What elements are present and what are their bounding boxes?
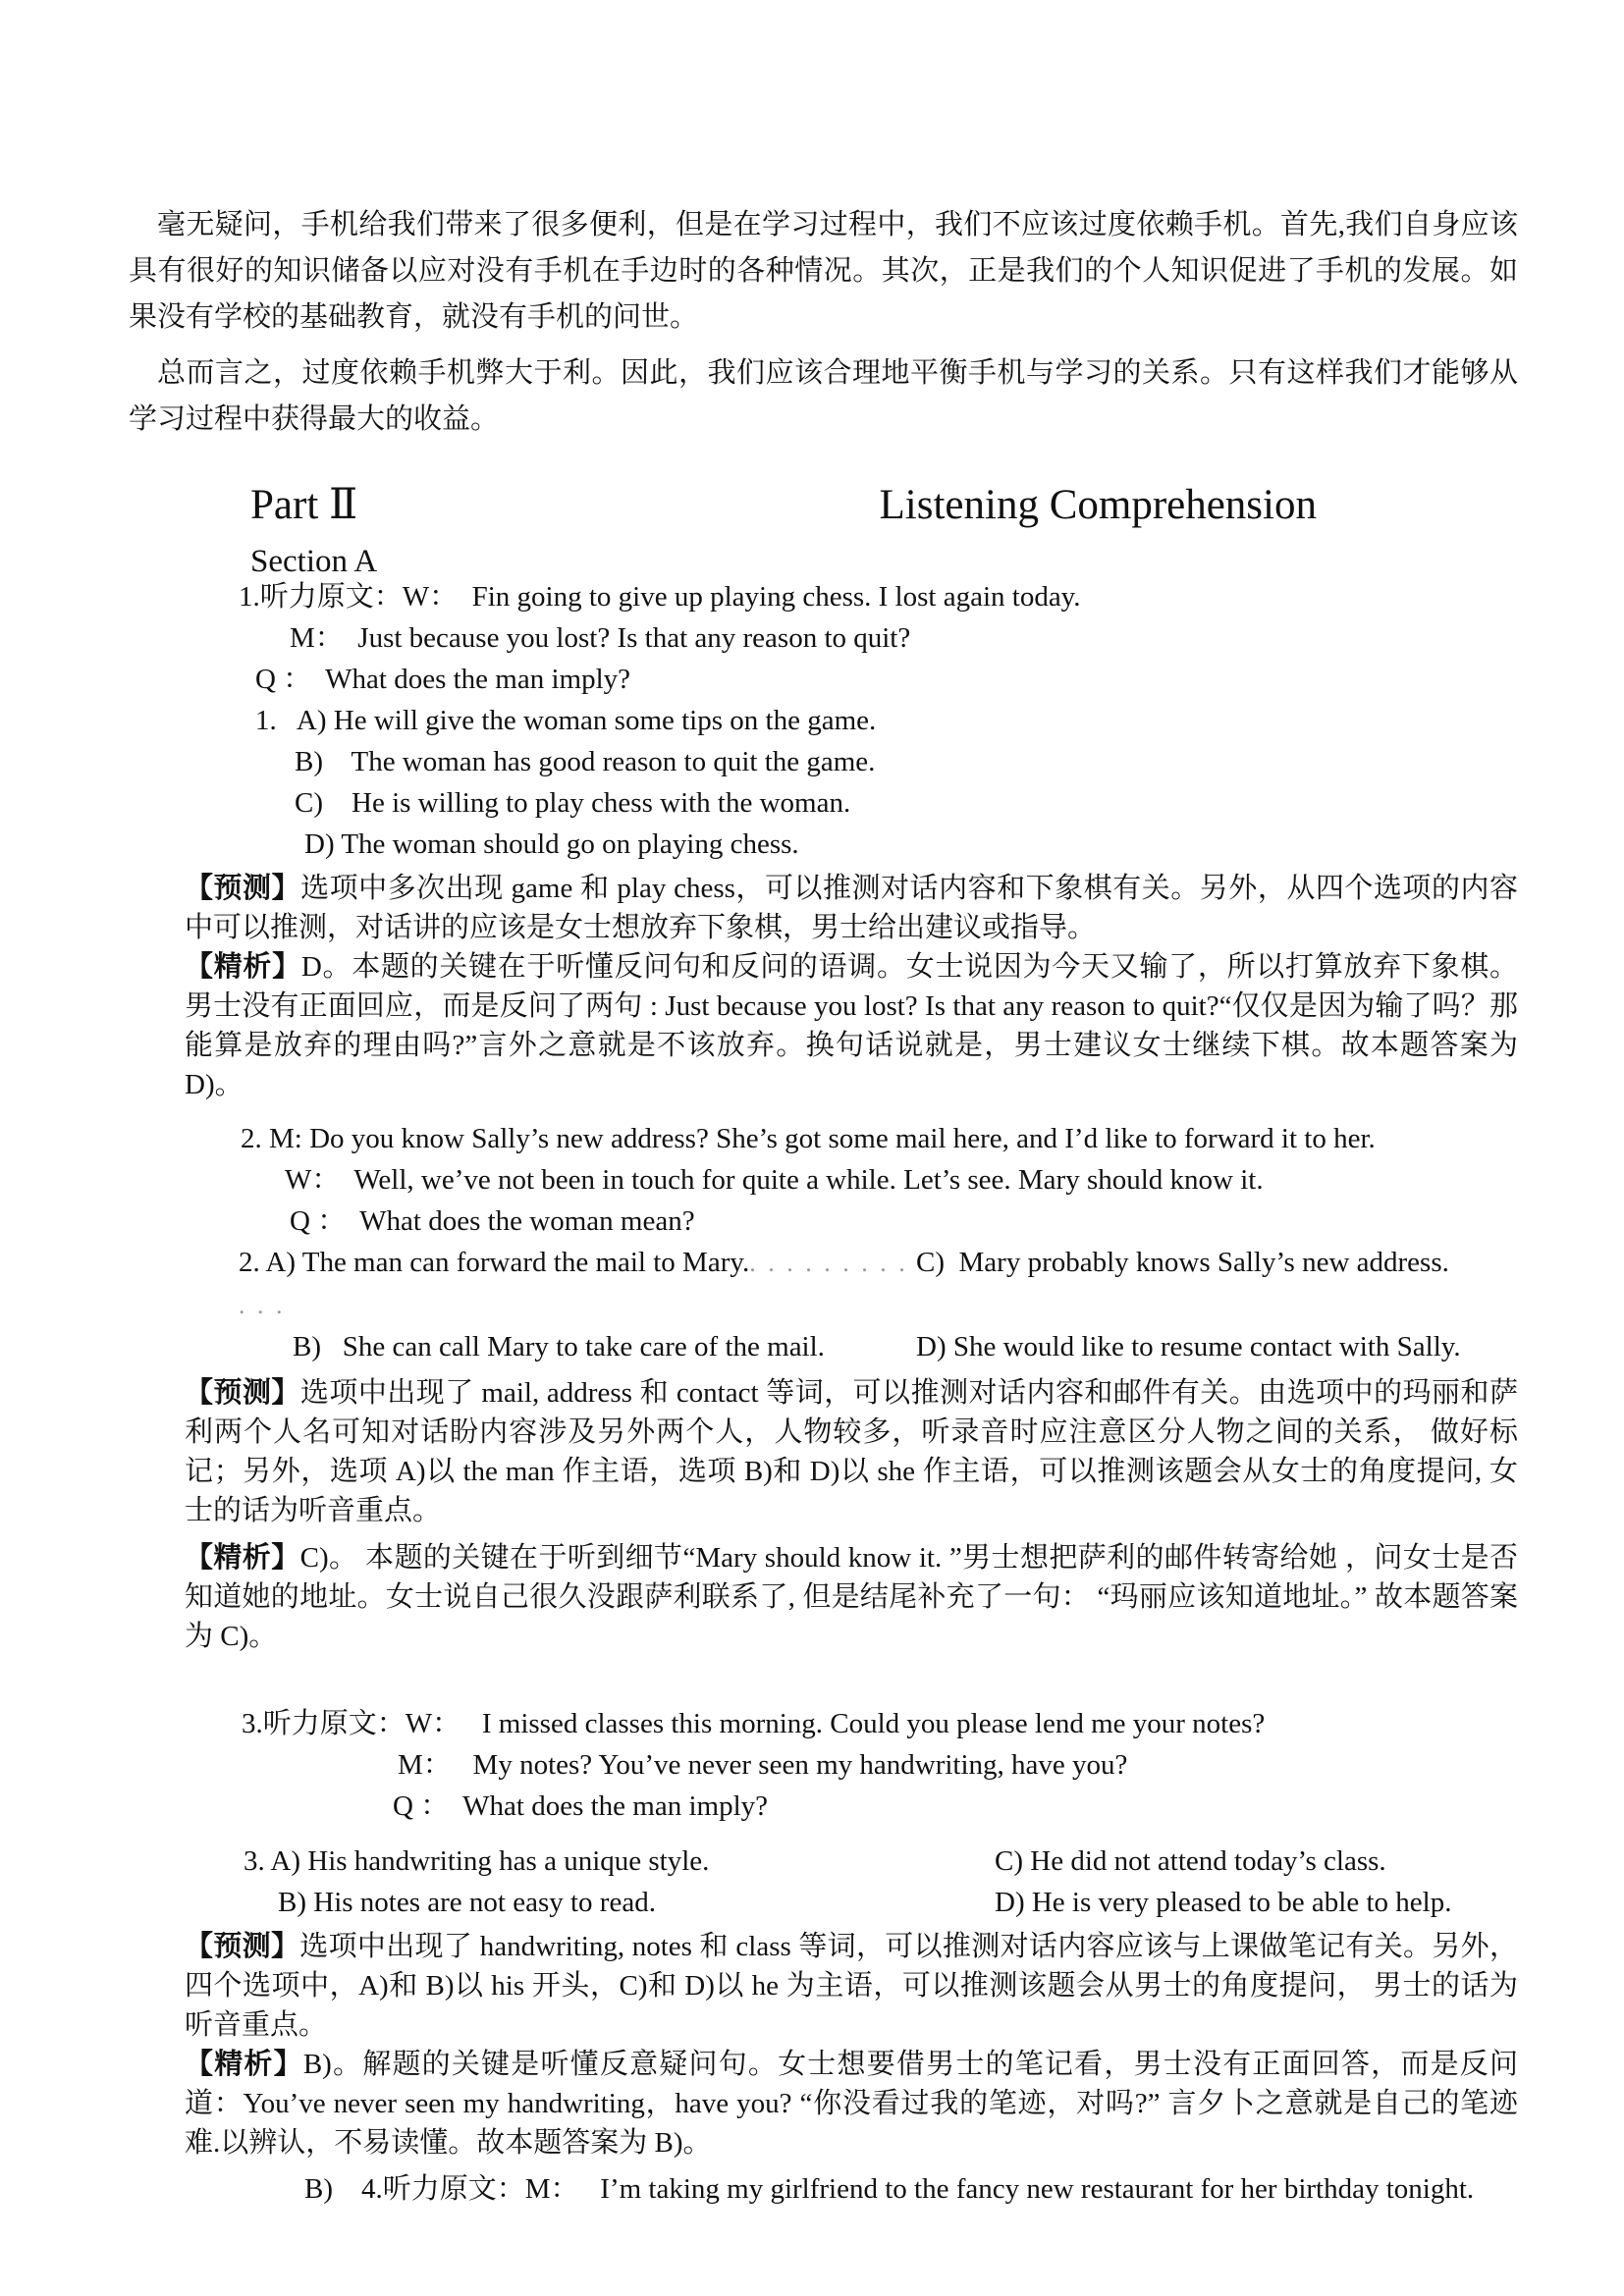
q2-option-a: 2. A) The man can forward the mail to Mary. [239, 1247, 750, 1278]
q1-prediction-text: 选项中多次出现 game 和 play chess，可以推测对话内容和下象棋有关。另外，从四个选项的内容中可以推测，对话讲的应该是女士想放弃下象棋，男士给出建议或指导。 [185, 873, 1518, 943]
q2-transcript-m: 2. M: Do you know Sally’s new address? She’s got some mail here, and I’d like to forward it to her. [241, 1123, 1376, 1154]
q3-analysis-paragraph [185, 2045, 1518, 2163]
q3-analysis-text: B)。解题的关键是听懂反意疑问句。女士想要借男士的笔记看，男士没有正面回答，而是反问道：You’ve never seen my handwriting，have you? “你没看过我的笔迹，对吗?” 言夕卜之意就是自己的笔迹难.以辨认，不易读懂。故本题答案为 B)。 [185, 2049, 1518, 2159]
q3-option-row-bd [244, 1882, 1518, 1923]
q3-prediction-paragraph [185, 1927, 1518, 2045]
q3-option-row-ac [244, 1841, 1518, 1882]
q3-option-d: D) He is very pleased to be able to help. [995, 1887, 1452, 1918]
q3-question-line: Q ： What does the man imply? [393, 1790, 769, 1822]
q2-option-row-ac [239, 1242, 1518, 1326]
intro-paragraph-2: 总而言之，过度依赖手机弊大于利。因此，我们应该合理地平衡手机与学习的关系。只有这样我们才能够从学习过程中获得最大的收益。 [129, 357, 1518, 435]
q3-option-c: C) He did not attend today’s class. [995, 1845, 1386, 1877]
q3-option-b: B) His notes are not easy to read. [278, 1887, 656, 1918]
q1-analysis-paragraph [185, 947, 1518, 1104]
q1-option-b: B) The woman has good reason to quit the game. [295, 746, 876, 777]
prediction-label: 【预测】 [185, 1931, 300, 1962]
part-title: Listening Comprehension [879, 482, 1317, 528]
q2-analysis-text: C)。 本题的关键在于听到细节“Mary should know it. ”男士想把萨利的邮件转寄给她 ，问女士是否知道她的地址。女士说自己很久没跟萨利联系了, 但是结尾补充了一句： “玛丽应该知道地址。” 故本题答案为 C)。 [185, 1542, 1518, 1652]
q1-option-d: D) The woman should go on playing chess. [304, 828, 799, 860]
q2-prediction-text: 选项中出现了 mail, address 和 contact 等词，可以推测对话内容和邮件有关。由选项中的玛丽和萨利两个人名可知对话盼内容涉及另外两个人，人物较多，听录音时应注意区分人物之间的关系， 做好标记；另外，选项 A)以 the man 作主语，选项 B)和 D)以 she 作主语，可以推测该题会从女士的角度提问, 女士的话为听音重点。 [185, 1377, 1518, 1526]
q2-option-row-bd [239, 1326, 1518, 1367]
q1-analysis-text: D。本题的关键在于听懂反问句和反问的语调。女士说因为今天又输了，所以打算放弃下象棋。 男士没有正面回应，而是反问了两句 : Just because you lost? Is that any reason to quit?“仅仅是因为输了吗？那能算是放弃的理由吗?”言外之意就是不该放弃。换句话说就是，男士建议女士继续下棋。故本题答案为 D)。 [185, 951, 1518, 1100]
prediction-label: 【预测】 [185, 1377, 300, 1409]
q2-option-c: C) Mary probably knows Sally’s new address. [916, 1247, 1449, 1278]
q1-option-a: 1. A) He will give the woman some tips on the game. [255, 705, 877, 736]
q3-prediction-text: 选项中出现了 handwriting, notes 和 class 等词，可以推测对话内容应该与上课做笔记有关。另外，四个选项中，A)和 B)以 his 开头，C)和 D)以 he 为主语，可以推测该题会从男士的角度提问， 男士的话为听音重点。 [185, 1931, 1518, 2041]
question-block-3 [185, 1703, 1518, 2163]
analysis-label: 【精析】 [185, 1542, 300, 1574]
intro-paragraph-1: 毫无疑问，手机给我们带来了很多便利，但是在学习过程中，我们不应该过度依赖手机。首先,我们自身应该具有很好的知识储备以应对没有手机在手边时的各种情况。其次，正是我们的个人知识促进了手机的发展。如果没有学校的基础教育，就没有手机的问世。 [129, 209, 1518, 333]
q2-prediction-paragraph [185, 1373, 1518, 1530]
q1-question-line: Q ： What does the man imply? [255, 664, 631, 695]
q1-transcript-w: 1.听力原文：W： Fin going to give up playing chess. I lost again today. [239, 581, 1081, 613]
question-block-1 [185, 576, 1518, 1104]
q1-prediction-paragraph [185, 869, 1518, 947]
q2-option-b: B) She can call Mary to take care of the mail. [293, 1331, 825, 1362]
listening-section-body [185, 576, 1518, 2210]
leader-dots: . . . . . . . . . . . . [239, 1249, 918, 1319]
q1-option-c: C) He is willing to play chess with the woman. [295, 787, 851, 819]
q4-transcript-line: B) 4.听力原文：M： I’m taking my girlfriend to the fancy new restaurant for her birthday tonight. [304, 2173, 1475, 2205]
prediction-label: 【预测】 [185, 873, 301, 904]
q2-question-line: Q ： What does the woman mean? [290, 1205, 695, 1237]
q3-option-a: 3. A) His handwriting has a unique style. [244, 1845, 710, 1877]
q3-transcript-w: 3.听力原文：W： I missed classes this morning. Could you please lend me your notes? [242, 1708, 1266, 1739]
analysis-label: 【精析】 [185, 951, 301, 983]
q2-transcript-w: W： Well, we’ve not been in touch for quite a while. Let’s see. Mary should know it. [285, 1164, 1264, 1196]
q2-option-a-cell [239, 1242, 916, 1326]
question-block-2 [185, 1118, 1518, 1656]
part-heading [250, 480, 1518, 529]
q2-option-d: D) She would like to resume contact with Sally. [916, 1331, 1461, 1362]
section-label: Section A [250, 544, 378, 579]
part-number: Part Ⅱ [250, 482, 358, 528]
q1-transcript-m: M： Just because you lost? Is that any reason to quit? [290, 622, 911, 654]
analysis-label: 【精析】 [185, 2049, 303, 2080]
q2-analysis-paragraph [185, 1538, 1518, 1656]
q3-transcript-m: M： My notes? You’ve never seen my handwriting, have you? [398, 1749, 1128, 1781]
